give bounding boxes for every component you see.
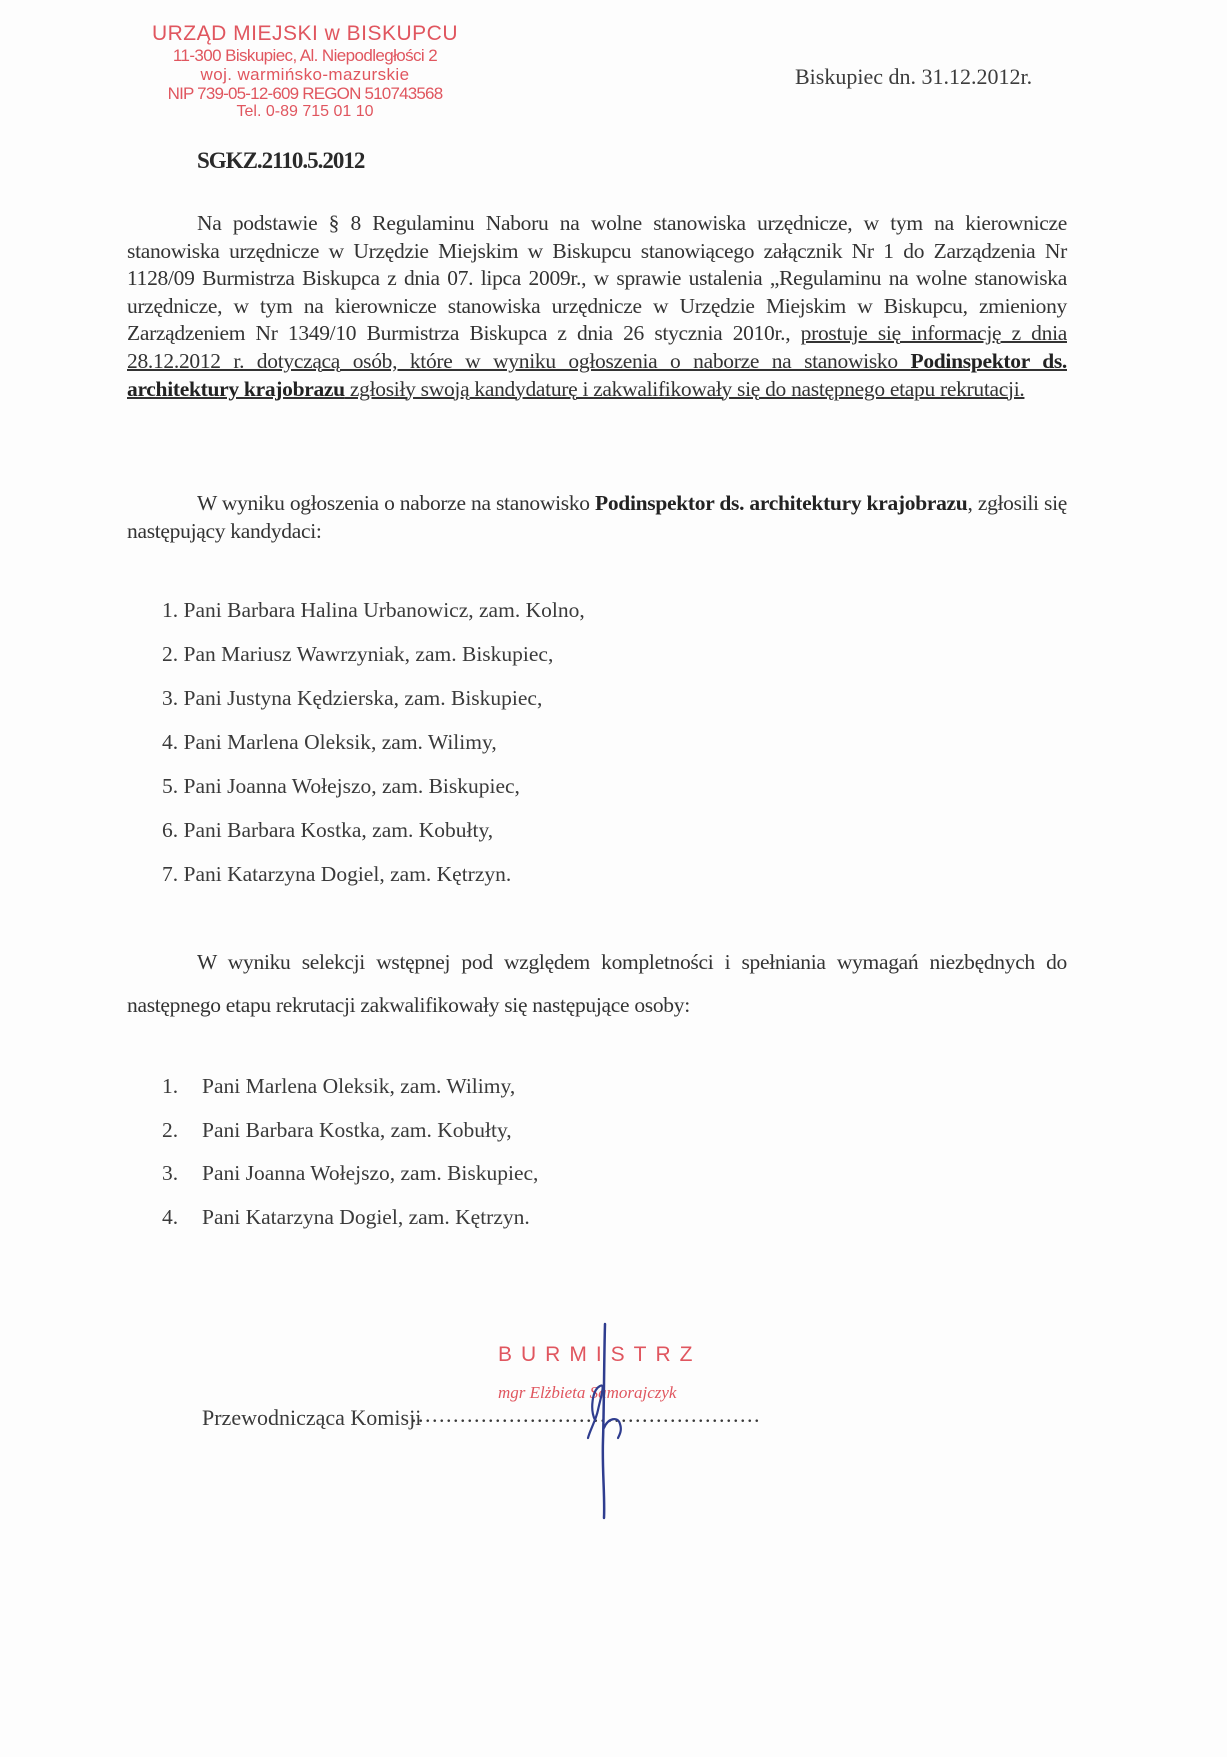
handwritten-signature-icon (560, 1320, 640, 1520)
office-header-stamp (150, 22, 460, 121)
stamp-voivodeship: woj. warmińsko-mazurskie (200, 64, 410, 84)
mayor-stamp-name: mgr Elżbieta Samorajczyk (498, 1383, 677, 1402)
position-title: Podinspektor ds. architektury krajobrazu (595, 491, 968, 515)
reference-number: SGKZ.2110.5.2012 (197, 148, 365, 173)
underlined-text: prostuje się informację z dnia 28.12.2012 r. dotyczącą osób, które w wyniku ogłoszenia o naborze na stanowisko (127, 321, 1067, 373)
paragraph-text: W wyniku ogłoszenia o naborze na stanowisko (197, 491, 596, 515)
stamp-office-name: URZĄD MIEJSKI w BISKUPCU (151, 22, 459, 45)
list-item: 5. Pani Joanna Wołejszo, zam. Biskupiec, (162, 774, 520, 798)
list-item: 1. Pani Barbara Halina Urbanowicz, zam. Kolno, (162, 598, 585, 622)
list-item (162, 1159, 538, 1203)
list-number: 4. (162, 1204, 179, 1229)
paragraph-text: Na podstawie § 8 Regulaminu Naboru na wolne stanowiska urzędnicze, w tym na kierownicze stanowiska urzędnicze w Urzędzie Miejskim w Biskupcu stanowiącego załącznik Nr 1 do Zarządzenia Nr 1128/09 Burmistrza Biskupca z dnia 07. lipca 2009r., w sprawie ustalenia „Regulaminu na wolne stanowiska urzędnicze, w tym na kierownicze stanowiska urzędnicze w Urzędzie Miejskim w Biskupcu, zmieniony Zarządzeniem Nr 1349/10 Burmistrza Biskupca z dnia 26 stycznia 2010r., (127, 211, 1067, 346)
list-item: 3. Pani Justyna Kędzierska, zam. Biskupiec, (162, 686, 543, 710)
list-item: 4. Pani Marlena Oleksik, zam. Wilimy, (162, 730, 497, 754)
list-number: 3. (162, 1161, 179, 1185)
stamp-tax-ids: NIP 739-05-12-609 REGON 510743568 (167, 83, 443, 103)
candidates-list (162, 596, 585, 904)
list-item: 6. Pani Barbara Kostka, zam. Kobułty, (162, 818, 494, 842)
list-text: Pani Katarzyna Dogiel, zam. Kętrzyn. (202, 1204, 530, 1229)
list-item: 7. Pani Katarzyna Dogiel, zam. Kętrzyn. (162, 862, 512, 886)
paragraph-text: , zgłosili się następujący kandydaci: (127, 491, 1067, 543)
list-text: Pani Barbara Kostka, zam. Kobułty, (202, 1117, 512, 1142)
stamp-phone: Tel. 0-89 715 01 10 (236, 102, 374, 120)
paragraph-applicants-intro (127, 490, 1067, 545)
list-item: 2. Pan Mariusz Wawrzyniak, zam. Biskupiec, (162, 642, 554, 666)
list-item (162, 1116, 538, 1160)
list-text: Pani Joanna Wołejszo, zam. Biskupiec, (202, 1161, 539, 1185)
paragraph-legal-basis (127, 210, 1067, 403)
document-date: Biskupiec dn. 31.12.2012r. (795, 64, 1033, 89)
list-item (162, 1072, 538, 1116)
stamp-address: 11-300 Biskupiec, Al. Niepodległości 2 (172, 45, 438, 65)
signature-label: Przewodnicząca Komisji (202, 1405, 422, 1430)
list-item (162, 1203, 538, 1247)
list-text: Pani Marlena Oleksik, zam. Wilimy, (202, 1074, 516, 1098)
mayor-stamp-title: BURMISTRZ (498, 1343, 702, 1366)
paragraph-selection-result: W wyniku selekcji wstępnej pod względem kompletności i spełniania wymagań niezbędnych do następnego etapu rekrutacji zakwalifikowały się następujące osoby: (127, 950, 1067, 1017)
list-number: 1. (162, 1074, 179, 1098)
signature-line: .................................................. (411, 1402, 761, 1427)
list-number: 2. (162, 1117, 179, 1142)
underlined-text: zgłosiły swoją kandydaturę i zakwalifikowały się do następnego etapu rekrutacji. (344, 376, 1025, 401)
qualified-list (162, 1072, 538, 1246)
position-title: Podinspektor ds. architektury krajobrazu (127, 348, 1067, 401)
